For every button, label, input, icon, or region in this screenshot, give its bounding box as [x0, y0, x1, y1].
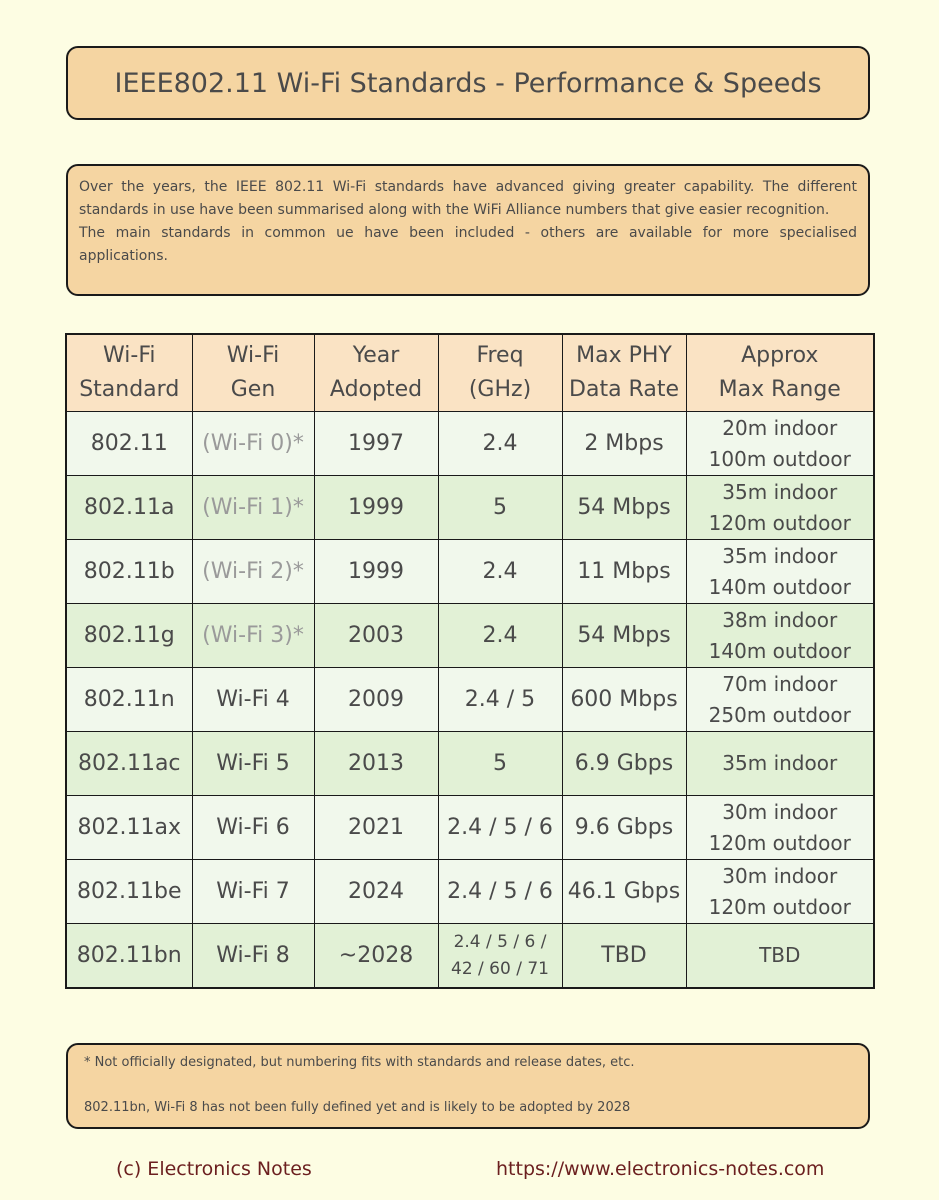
cell-standard: 802.11	[66, 412, 192, 476]
table-row	[66, 668, 874, 732]
cell-standard: 802.11ax	[66, 796, 192, 860]
intro-paragraph-2: The main standards in common ue have been included - others are available for more specialised applications.	[79, 225, 857, 264]
cell-range: TBD	[686, 924, 874, 989]
cell-freq: 2.4	[438, 412, 562, 476]
header-year: Year Adopted	[314, 334, 438, 412]
header-rate: Max PHY Data Rate	[562, 334, 686, 412]
cell-year: 2003	[314, 604, 438, 668]
cell-year: 1999	[314, 476, 438, 540]
table-row	[66, 860, 874, 924]
table-row	[66, 412, 874, 476]
cell-rate: 54 Mbps	[562, 476, 686, 540]
cell-range: 30m indoor 120m outdoor	[686, 796, 874, 860]
header-range: Approx Max Range	[686, 334, 874, 412]
cell-year: 1997	[314, 412, 438, 476]
cell-gen: Wi-Fi 8	[192, 924, 314, 989]
cell-gen: Wi-Fi 6	[192, 796, 314, 860]
cell-standard: 802.11bn	[66, 924, 192, 989]
cell-freq: 2.4 / 5 / 6 / 42 / 60 / 71	[438, 924, 562, 989]
cell-rate: 54 Mbps	[562, 604, 686, 668]
cell-rate: 11 Mbps	[562, 540, 686, 604]
table-header-row	[66, 334, 874, 412]
cell-gen: (Wi-Fi 2)*	[192, 540, 314, 604]
cell-standard: 802.11a	[66, 476, 192, 540]
cell-gen: (Wi-Fi 1)*	[192, 476, 314, 540]
cell-range: 38m indoor 140m outdoor	[686, 604, 874, 668]
cell-range: 30m indoor 120m outdoor	[686, 860, 874, 924]
cell-range: 35m indoor 140m outdoor	[686, 540, 874, 604]
note-wifi8: 802.11bn, Wi-Fi 8 has not been fully defined yet and is likely to be adopted by 2028	[84, 1100, 631, 1115]
cell-year: 2021	[314, 796, 438, 860]
cell-rate: 600 Mbps	[562, 668, 686, 732]
standards-table	[65, 333, 875, 989]
footer-url[interactable]: https://www.electronics-notes.com	[496, 1158, 825, 1180]
cell-standard: 802.11ac	[66, 732, 192, 796]
cell-freq: 5	[438, 732, 562, 796]
cell-year: 2024	[314, 860, 438, 924]
cell-standard: 802.11b	[66, 540, 192, 604]
cell-rate: 46.1 Gbps	[562, 860, 686, 924]
cell-standard: 802.11g	[66, 604, 192, 668]
cell-gen: Wi-Fi 4	[192, 668, 314, 732]
cell-gen: Wi-Fi 7	[192, 860, 314, 924]
footer-copyright: (c) Electronics Notes	[116, 1158, 312, 1180]
table-row	[66, 796, 874, 860]
intro-paragraph-1: Over the years, the IEEE 802.11 Wi-Fi standards have advanced giving greater capability. The different standards in use have been summarised along with the WiFi Alliance numbers that give easier recognition.	[79, 179, 857, 218]
cell-range: 35m indoor	[686, 732, 874, 796]
cell-freq: 2.4 / 5 / 6	[438, 796, 562, 860]
table-row	[66, 732, 874, 796]
cell-standard: 802.11n	[66, 668, 192, 732]
cell-rate: 2 Mbps	[562, 412, 686, 476]
page-title	[66, 46, 870, 120]
cell-standard: 802.11be	[66, 860, 192, 924]
cell-year: 2013	[314, 732, 438, 796]
header-freq: Freq (GHz)	[438, 334, 562, 412]
table-row	[66, 476, 874, 540]
cell-freq: 2.4 / 5 / 6	[438, 860, 562, 924]
cell-rate: 6.9 Gbps	[562, 732, 686, 796]
page-title-text: IEEE802.11 Wi-Fi Standards - Performance & Speeds	[114, 67, 822, 99]
cell-year: 2009	[314, 668, 438, 732]
header-gen: Wi-Fi Gen	[192, 334, 314, 412]
cell-year: 1999	[314, 540, 438, 604]
cell-range: 20m indoor 100m outdoor	[686, 412, 874, 476]
table-row	[66, 924, 874, 989]
cell-range: 35m indoor 120m outdoor	[686, 476, 874, 540]
cell-freq: 2.4 / 5	[438, 668, 562, 732]
cell-gen: (Wi-Fi 0)*	[192, 412, 314, 476]
cell-gen: Wi-Fi 5	[192, 732, 314, 796]
header-standard: Wi-Fi Standard	[66, 334, 192, 412]
cell-year: ~2028	[314, 924, 438, 989]
cell-freq: 5	[438, 476, 562, 540]
table-row	[66, 540, 874, 604]
cell-rate: TBD	[562, 924, 686, 989]
notes-box	[66, 1043, 870, 1129]
cell-rate: 9.6 Gbps	[562, 796, 686, 860]
cell-gen: (Wi-Fi 3)*	[192, 604, 314, 668]
cell-range: 70m indoor 250m outdoor	[686, 668, 874, 732]
table-row	[66, 604, 874, 668]
cell-freq: 2.4	[438, 604, 562, 668]
cell-freq: 2.4	[438, 540, 562, 604]
intro-box	[66, 164, 870, 296]
note-asterisk: * Not officially designated, but numbering fits with standards and release dates, etc.	[84, 1055, 635, 1070]
